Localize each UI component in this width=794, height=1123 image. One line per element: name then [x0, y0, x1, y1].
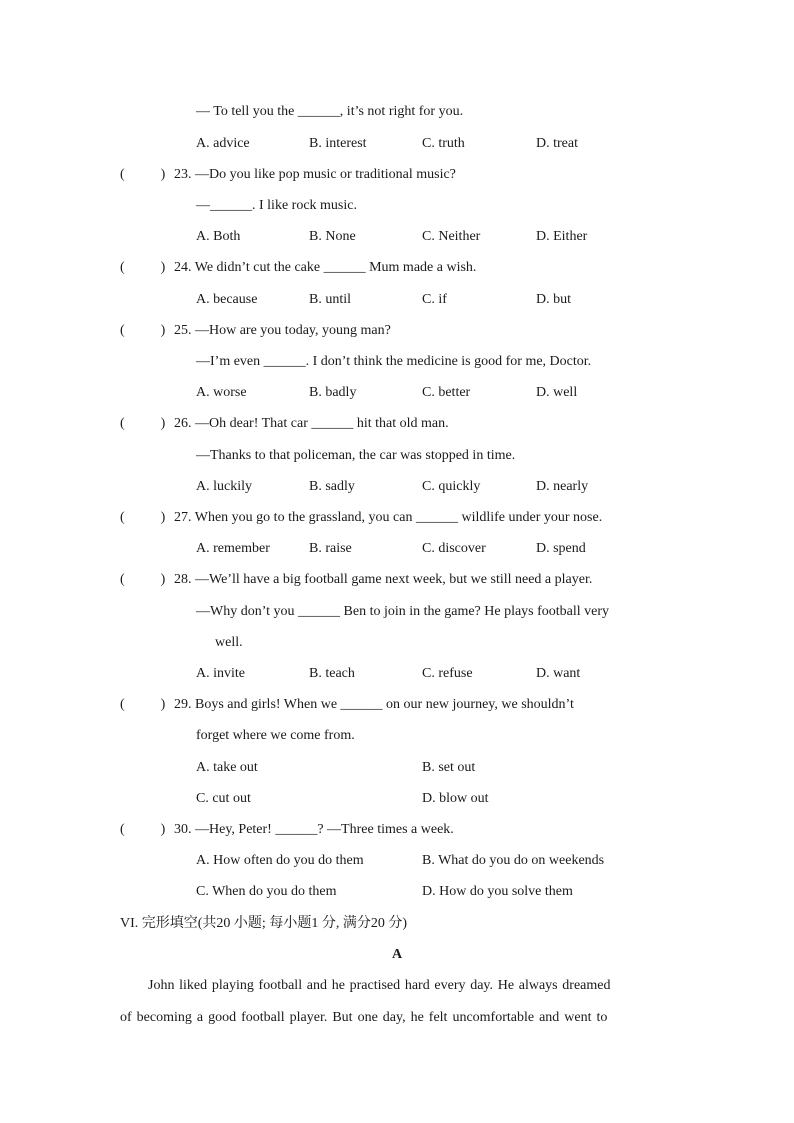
- q27-option-d[interactable]: D. spend: [536, 541, 586, 556]
- q29-option-c[interactable]: C. cut out: [196, 791, 251, 806]
- q22-option-c[interactable]: C. truth: [422, 136, 465, 151]
- q28-answer-blank[interactable]: ( ): [120, 572, 166, 587]
- q26-option-d[interactable]: D. nearly: [536, 479, 589, 494]
- q23-answer-blank[interactable]: ( ): [120, 167, 166, 182]
- q22-option-d[interactable]: D. treat: [536, 136, 578, 151]
- q25-option-b[interactable]: B. badly: [309, 385, 357, 400]
- q26-option-c[interactable]: C. quickly: [422, 479, 481, 494]
- q29-answer-blank[interactable]: ( ): [120, 697, 166, 712]
- passage-line-1: John liked playing football and he practised hard every day. He always dreamed: [148, 978, 611, 993]
- q25-answer-blank[interactable]: ( ): [120, 323, 166, 338]
- q22-option-b[interactable]: B. interest: [309, 136, 367, 151]
- q28-reply-continued: well.: [215, 635, 243, 650]
- q25-option-d[interactable]: D. well: [536, 385, 578, 400]
- q27-option-c[interactable]: C. discover: [422, 541, 486, 556]
- q24-stem: 24. We didn’t cut the cake ______ Mum made a wish.: [174, 260, 477, 275]
- q24-option-d[interactable]: D. but: [536, 292, 571, 307]
- q22-answer-line: — To tell you the ______, it’s not right for you.: [196, 104, 464, 119]
- q30-option-b[interactable]: B. What do you do on weekends: [422, 853, 605, 868]
- q24-answer-blank[interactable]: ( ): [120, 260, 166, 275]
- q23-option-d[interactable]: D. Either: [536, 229, 588, 244]
- q23-option-b[interactable]: B. None: [309, 229, 356, 244]
- q29-stem: 29. Boys and girls! When we ______ on our new journey, we shouldn’t: [174, 697, 574, 712]
- q30-option-a[interactable]: A. How often do you do them: [196, 853, 364, 868]
- q24-option-a[interactable]: A. because: [196, 292, 258, 307]
- q26-reply: —Thanks to that policeman, the car was stopped in time.: [196, 448, 516, 463]
- q27-option-b[interactable]: B. raise: [309, 541, 352, 556]
- q29-stem-continued: forget where we come from.: [196, 728, 355, 743]
- q23-option-a[interactable]: A. Both: [196, 229, 241, 244]
- q28-option-a[interactable]: A. invite: [196, 666, 245, 681]
- q25-option-c[interactable]: C. better: [422, 385, 471, 400]
- q30-answer-blank[interactable]: ( ): [120, 822, 166, 837]
- q29-option-b[interactable]: B. set out: [422, 760, 476, 775]
- passage-subheading: A: [391, 947, 403, 962]
- q25-option-a[interactable]: A. worse: [196, 385, 247, 400]
- q23-stem: 23. —Do you like pop music or traditional music?: [174, 167, 456, 182]
- q23-reply: —______. I like rock music.: [196, 198, 357, 213]
- passage-line-2: of becoming a good football player. But one day, he felt uncomfortable and went to: [120, 1010, 608, 1025]
- section-title: VI. 完形填空(共20 小题; 每小题1 分, 满分20 分): [120, 916, 407, 931]
- q25-stem: 25. —How are you today, young man?: [174, 323, 391, 338]
- q24-option-b[interactable]: B. until: [309, 292, 352, 307]
- q26-answer-blank[interactable]: ( ): [120, 416, 166, 431]
- q26-option-b[interactable]: B. sadly: [309, 479, 355, 494]
- q24-option-c[interactable]: C. if: [422, 292, 447, 307]
- q27-option-a[interactable]: A. remember: [196, 541, 270, 556]
- q30-option-d[interactable]: D. How do you solve them: [422, 884, 573, 899]
- q28-option-d[interactable]: D. want: [536, 666, 581, 681]
- q26-stem: 26. —Oh dear! That car ______ hit that old man.: [174, 416, 449, 431]
- q29-option-d[interactable]: D. blow out: [422, 791, 489, 806]
- q27-answer-blank[interactable]: ( ): [120, 510, 166, 525]
- q23-option-c[interactable]: C. Neither: [422, 229, 481, 244]
- q22-option-a[interactable]: A. advice: [196, 136, 250, 151]
- q28-reply: —Why don’t you ______ Ben to join in the game? He plays football very: [196, 604, 610, 619]
- q28-stem: 28. —We’ll have a big football game next week, but we still need a player.: [174, 572, 593, 587]
- q30-option-c[interactable]: C. When do you do them: [196, 884, 337, 899]
- q26-option-a[interactable]: A. luckily: [196, 479, 252, 494]
- q30-stem: 30. —Hey, Peter! ______? —Three times a week.: [174, 822, 454, 837]
- q29-option-a[interactable]: A. take out: [196, 760, 258, 775]
- q27-stem: 27. When you go to the grassland, you can ______ wildlife under your nose.: [174, 510, 603, 525]
- q28-option-b[interactable]: B. teach: [309, 666, 355, 681]
- q25-reply: —I’m even ______. I don’t think the medicine is good for me, Doctor.: [196, 354, 592, 369]
- q28-option-c[interactable]: C. refuse: [422, 666, 473, 681]
